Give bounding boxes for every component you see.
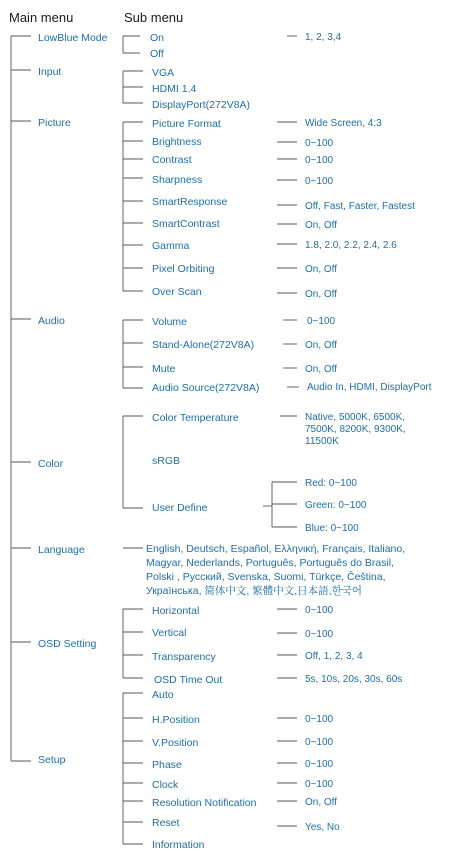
sub-item-smartresponse: SmartResponse xyxy=(152,196,228,208)
option-audio-source: Audio In, HDMI, DisplayPort xyxy=(307,382,432,393)
sub-item-lowblue-on: On xyxy=(150,32,165,44)
option-mute: On, Off xyxy=(305,364,338,375)
option-color-temp-line-3: 11500K xyxy=(305,436,339,447)
sub-item-reset: Reset xyxy=(152,817,180,829)
sub-item-audio-source: Audio Source(272V8A) xyxy=(152,382,260,394)
language-list-line-3: Polski , Русский, Svenska, Suomi, Türkçe, Čeština, xyxy=(146,571,386,583)
main-item-audio: Audio xyxy=(38,315,65,327)
sub-menu-heading: Sub menu xyxy=(124,10,184,25)
sub-item-brightness: Brightness xyxy=(152,136,202,148)
language-list-line-4: Українська, 简体中文, 繁體中文,日本語,한국어 xyxy=(146,585,363,597)
sub-item-pixel-orbiting: Pixel Orbiting xyxy=(152,263,215,275)
option-color-temp-line-1: Native, 5000K, 6500K, xyxy=(305,412,406,423)
sub-item-gamma: Gamma xyxy=(152,240,190,252)
option-lowblue-levels: 1, 2, 3,4 xyxy=(305,32,342,43)
sub-item-mute: Mute xyxy=(152,363,176,375)
option-vertical: 0~100 xyxy=(305,629,334,640)
sub-item-srgb: sRGB xyxy=(152,455,181,467)
option-smartresponse: Off, Fast, Faster, Fastest xyxy=(305,201,415,212)
option-brightness: 0~100 xyxy=(305,138,334,149)
sub-item-user-define: User Define xyxy=(152,502,208,514)
option-pixel-orbiting: On, Off xyxy=(305,264,338,275)
sub-item-v-position: V.Position xyxy=(152,737,199,749)
sub-item-over-scan: Over Scan xyxy=(152,286,202,298)
main-item-picture: Picture xyxy=(38,117,71,129)
sub-item-lowblue-off: Off xyxy=(150,48,164,60)
option-h-position: 0~100 xyxy=(305,714,334,725)
main-item-osd-setting: OSD Setting xyxy=(38,638,97,650)
sub-item-horizontal: Horizontal xyxy=(152,605,200,617)
option-osd-time-out: 5s, 10s, 20s, 30s, 60s xyxy=(305,674,403,685)
option-red: Red: 0~100 xyxy=(305,478,357,489)
main-menu-heading: Main menu xyxy=(9,10,74,25)
sub-item-displayport: DisplayPort(272V8A) xyxy=(152,99,251,111)
main-item-color: Color xyxy=(38,458,64,470)
option-volume: 0~100 xyxy=(307,316,336,327)
sub-item-h-position: H.Position xyxy=(152,714,200,726)
option-transparency: Off, 1, 2, 3, 4 xyxy=(305,651,363,662)
sub-item-auto: Auto xyxy=(152,689,174,701)
sub-item-phase: Phase xyxy=(152,759,182,771)
option-contrast: 0~100 xyxy=(305,155,334,166)
option-reset: Yes, No xyxy=(305,822,340,833)
sub-item-hdmi: HDMI 1.4 xyxy=(152,83,197,95)
option-resolution-notification: On, Off xyxy=(305,797,338,808)
sub-item-osd-time-out: OSD Time Out xyxy=(154,674,223,686)
option-sharpness: 0~100 xyxy=(305,176,334,187)
option-green: Green: 0~100 xyxy=(305,500,367,511)
main-item-input: Input xyxy=(38,66,62,78)
main-item-language: Language xyxy=(38,544,85,556)
sub-item-vga: VGA xyxy=(152,67,175,79)
option-gamma: 1.8, 2.0, 2.2, 2.4, 2.6 xyxy=(305,240,397,251)
option-phase: 0~100 xyxy=(305,759,334,770)
option-horizontal: 0~100 xyxy=(305,605,334,616)
language-list-line-2: Magyar, Nederlands, Português, Português do Brasil, xyxy=(146,557,395,569)
main-item-setup: Setup xyxy=(38,754,66,766)
language-list-line-1: English, Deutsch, Español, Ελληνική, Français, Italiano, xyxy=(146,543,406,555)
sub-item-transparency: Transparency xyxy=(152,651,216,663)
sub-item-picture-format: Picture Format xyxy=(152,118,221,130)
option-over-scan: On, Off xyxy=(305,289,338,300)
option-picture-format: Wide Screen, 4:3 xyxy=(305,118,382,129)
sub-item-vertical: Vertical xyxy=(152,627,187,639)
option-blue: Blue: 0~100 xyxy=(305,523,359,534)
sub-item-color-temperature: Color Temperature xyxy=(152,412,239,424)
sub-item-information: Information xyxy=(152,839,205,851)
sub-item-stand-alone: Stand-Alone(272V8A) xyxy=(152,339,255,351)
sub-item-volume: Volume xyxy=(152,316,188,328)
option-clock: 0~100 xyxy=(305,779,334,790)
option-color-temp-line-2: 7500K, 8200K, 9300K, xyxy=(305,424,406,435)
option-v-position: 0~100 xyxy=(305,737,334,748)
sub-item-contrast: Contrast xyxy=(152,154,192,166)
sub-item-resolution-notification: Resolution Notification xyxy=(152,797,257,809)
option-stand-alone: On, Off xyxy=(305,340,338,351)
sub-item-smartcontrast: SmartContrast xyxy=(152,218,220,230)
sub-item-clock: Clock xyxy=(152,779,179,791)
option-smartcontrast: On, Off xyxy=(305,220,338,231)
main-item-lowblue-mode: LowBlue Mode xyxy=(38,32,108,44)
sub-item-sharpness: Sharpness xyxy=(152,174,203,186)
